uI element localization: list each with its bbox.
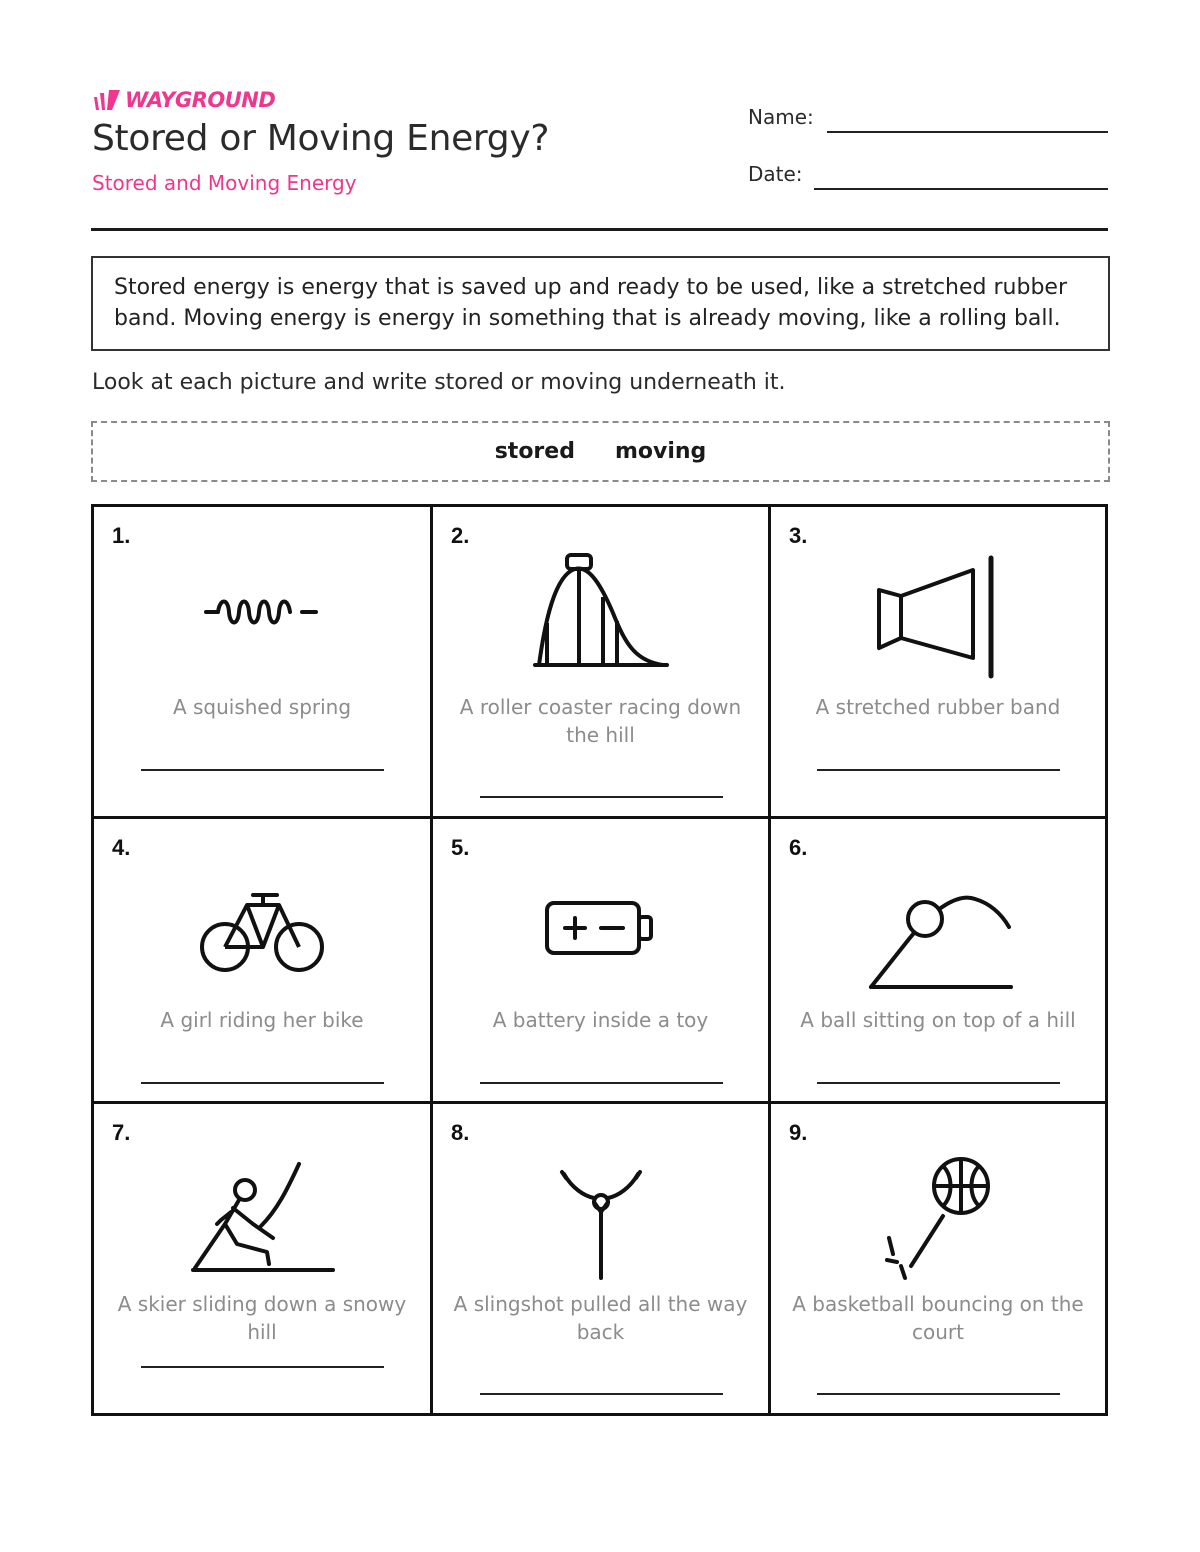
answer-line-6[interactable] bbox=[817, 1082, 1060, 1084]
answer-line-2[interactable] bbox=[480, 796, 723, 798]
header-divider bbox=[91, 228, 1108, 231]
slingshot-icon bbox=[433, 1166, 768, 1282]
brand-logo bbox=[92, 88, 275, 112]
answer-line-9[interactable] bbox=[817, 1393, 1060, 1395]
basketball-icon bbox=[771, 1156, 1105, 1286]
question-number: 6. bbox=[789, 835, 808, 860]
question-caption: A squished spring bbox=[172, 695, 352, 719]
answer-line-4[interactable] bbox=[141, 1082, 384, 1084]
name-label: Name: bbox=[748, 105, 814, 129]
question-number: 8. bbox=[451, 1120, 470, 1145]
question-cell-1 bbox=[94, 507, 430, 816]
question-caption: A slingshot pulled all the way back bbox=[453, 1292, 748, 1344]
question-grid bbox=[91, 504, 1108, 1416]
question-cell-4 bbox=[94, 819, 430, 1101]
roller-coaster-icon bbox=[433, 551, 768, 671]
question-number: 4. bbox=[112, 835, 131, 860]
question-number: 7. bbox=[112, 1120, 131, 1145]
brand-name: WAYGROUND bbox=[125, 88, 276, 112]
question-number: 3. bbox=[789, 523, 808, 548]
bicycle-icon bbox=[94, 891, 430, 975]
spring-icon bbox=[94, 592, 430, 632]
page-subtitle: Stored and Moving Energy bbox=[92, 171, 357, 195]
answer-line-7[interactable] bbox=[141, 1366, 384, 1368]
question-cell-3 bbox=[771, 507, 1105, 816]
answer-line-8[interactable] bbox=[480, 1393, 723, 1395]
question-caption: A skier sliding down a snowy hill bbox=[117, 1292, 407, 1344]
word-bank bbox=[91, 421, 1110, 482]
skier-icon bbox=[94, 1160, 430, 1276]
question-number: 9. bbox=[789, 1120, 808, 1145]
question-caption: A basketball bouncing on the court bbox=[792, 1292, 1084, 1344]
question-cell-9 bbox=[771, 1104, 1105, 1413]
question-cell-8 bbox=[433, 1104, 768, 1413]
question-number: 2. bbox=[451, 523, 470, 548]
answer-line-1[interactable] bbox=[141, 769, 384, 771]
intro-box bbox=[91, 256, 1110, 351]
rubber-band-icon bbox=[771, 552, 1105, 682]
date-field[interactable] bbox=[814, 188, 1108, 190]
date-label: Date: bbox=[748, 162, 803, 186]
question-cell-2 bbox=[433, 507, 768, 816]
ball-on-hill-icon bbox=[771, 889, 1105, 989]
battery-icon bbox=[433, 899, 768, 959]
name-field[interactable] bbox=[827, 131, 1108, 133]
question-caption: A ball sitting on top of a hill bbox=[800, 1008, 1076, 1032]
question-caption: A stretched rubber band bbox=[815, 695, 1061, 719]
question-number: 1. bbox=[112, 523, 131, 548]
word-bank-stored: stored bbox=[494, 439, 575, 464]
answer-line-5[interactable] bbox=[480, 1082, 723, 1084]
question-cell-5 bbox=[433, 819, 768, 1101]
wayground-logo-icon bbox=[92, 89, 122, 111]
page-title: Stored or Moving Energy? bbox=[92, 118, 550, 159]
question-number: 5. bbox=[451, 835, 470, 860]
answer-line-3[interactable] bbox=[817, 769, 1060, 771]
intro-text: Stored energy is energy that is saved up and ready to be used, like a stretched rubber band. Moving energy is energy in something that is already moving, like a rolling ball. bbox=[114, 275, 1067, 331]
question-caption: A girl riding her bike bbox=[160, 1008, 364, 1032]
instruction-text: Look at each picture and write stored or moving underneath it. bbox=[92, 370, 786, 395]
word-bank-moving: moving bbox=[614, 439, 707, 464]
question-cell-7 bbox=[94, 1104, 430, 1413]
question-cell-6 bbox=[771, 819, 1105, 1101]
question-caption: A roller coaster racing down the hill bbox=[459, 695, 742, 747]
question-caption: A battery inside a toy bbox=[492, 1008, 709, 1032]
